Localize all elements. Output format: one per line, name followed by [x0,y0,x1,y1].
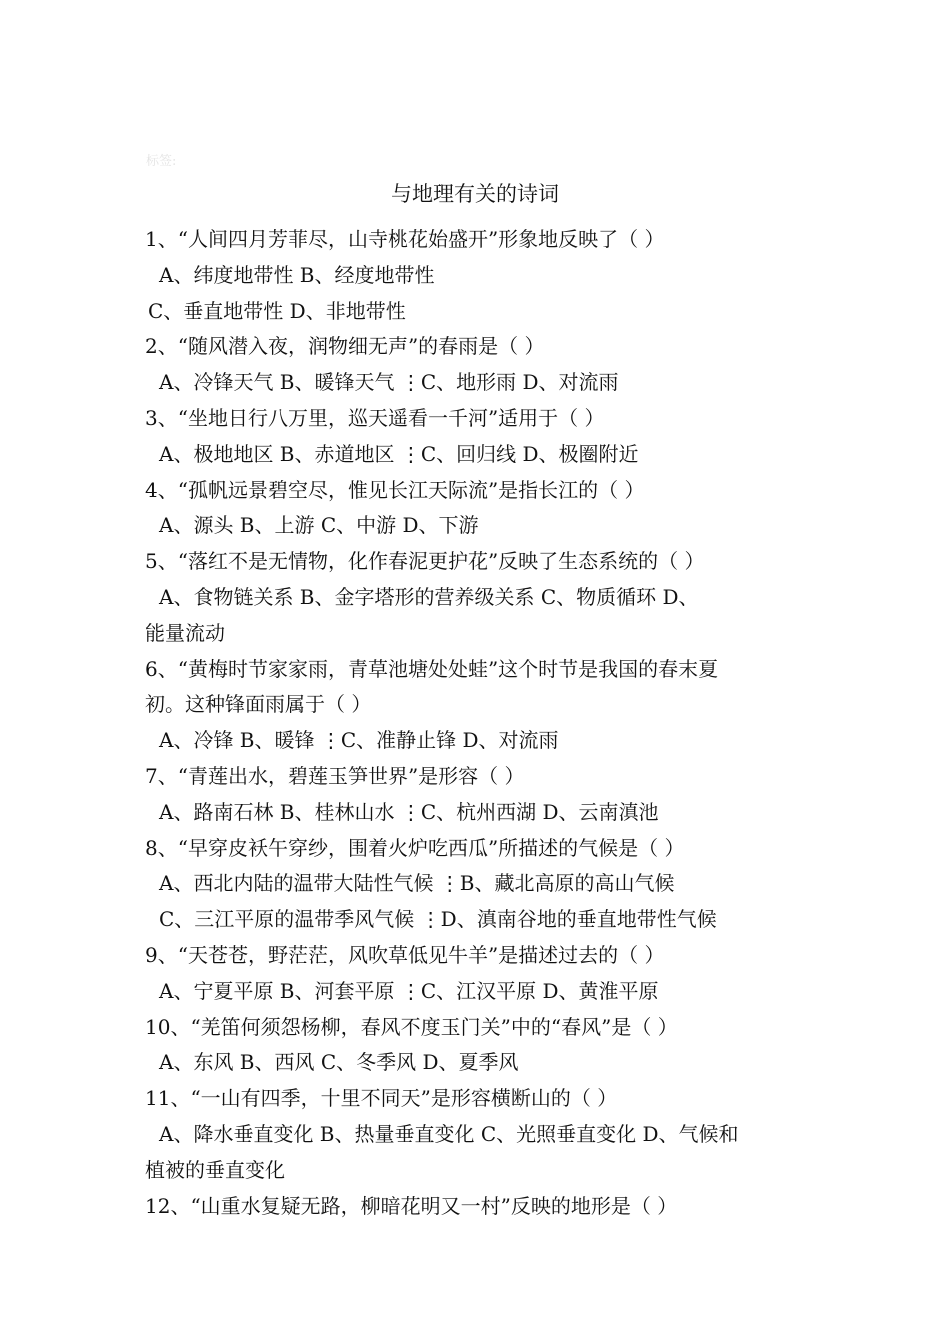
question-stem: 2、“随风潜入夜，润物细无声”的春雨是（ ） [145,334,545,359]
answer-options: A、路南石林 B、桂林山水 ⋮C、杭州西湖 D、云南滇池 [159,799,659,824]
question-stem-continued: 初。这种锋面雨属于（ ） [145,692,372,717]
question-stem: 3、“坐地日行八万里，巡天遥看一千河”适用于（ ） [145,405,605,430]
answer-options-continued: 植被的垂直变化 [145,1157,285,1182]
question-stem: 8、“早穿皮袄午穿纱，围着火炉吃西瓜”所描述的气候是（ ） [145,835,685,860]
question-stem: 12、“山重水复疑无路，柳暗花明又一村”反映的地形是（ ） [145,1193,678,1218]
answer-options: A、极地地区 B、赤道地区 ⋮C、回归线 D、极圈附近 [159,441,639,466]
page-title: 与地理有关的诗词 [391,182,559,206]
question-stem: 5、“落红不是无情物，化作春泥更护花”反映了生态系统的（ ） [145,549,705,574]
answer-options: C、垂直地带性 D、非地带性 [148,298,406,323]
answer-options: A、东风 B、西风 C、冬季风 D、夏季风 [159,1050,519,1075]
answer-options: A、降水垂直变化 B、热量垂直变化 C、光照垂直变化 D、气候和 [159,1121,739,1146]
question-stem: 1、“人间四月芳菲尽，山寺桃花始盛开”形象地反映了（ ） [145,227,665,251]
question-stem: 4、“孤帆远景碧空尽，惟见长江天际流”是指长江的（ ） [145,477,645,502]
question-list [145,222,815,1224]
answer-options: A、冷锋天气 B、暖锋天气 ⋮C、地形雨 D、对流雨 [159,370,619,395]
question-stem: 7、“青莲出水，碧莲玉笋世界”是形容（ ） [145,763,525,788]
question-stem: 6、“黄梅时节家家雨，青草池塘处处蛙”这个时节是我国的春末夏 [145,656,719,681]
question-stem: 11、“一山有四季，十里不同天”是形容横断山的（ ） [145,1086,618,1111]
answer-options: A、宁夏平原 B、河套平原 ⋮C、江汉平原 D、黄淮平原 [159,978,659,1003]
answer-options: A、西北内陆的温带大陆性气候 ⋮B、藏北高原的高山气候 [159,871,675,896]
question-stem: 9、“天苍苍，野茫茫，风吹草低见牛羊”是描述过去的（ ） [145,942,665,967]
answer-options: A、源头 B、上游 C、中游 D、下游 [159,513,479,538]
answer-options: A、纬度地带性 B、经度地带性 [159,262,435,287]
question-stem: 10、“羌笛何须怨杨柳，春风不度玉门关”中的“春风”是（ ） [145,1014,678,1039]
answer-options: C、三江平原的温带季风气候 ⋮D、滇南谷地的垂直地带性气候 [159,907,717,932]
watermark-label: 标签: [146,154,177,169]
answer-options-continued: 能量流动 [145,620,225,645]
answer-options: A、冷锋 B、暖锋 ⋮C、准静止锋 D、对流雨 [159,728,559,753]
answer-options: A、食物链关系 B、金字塔形的营养级关系 C、物质循环 D、 [159,584,699,609]
